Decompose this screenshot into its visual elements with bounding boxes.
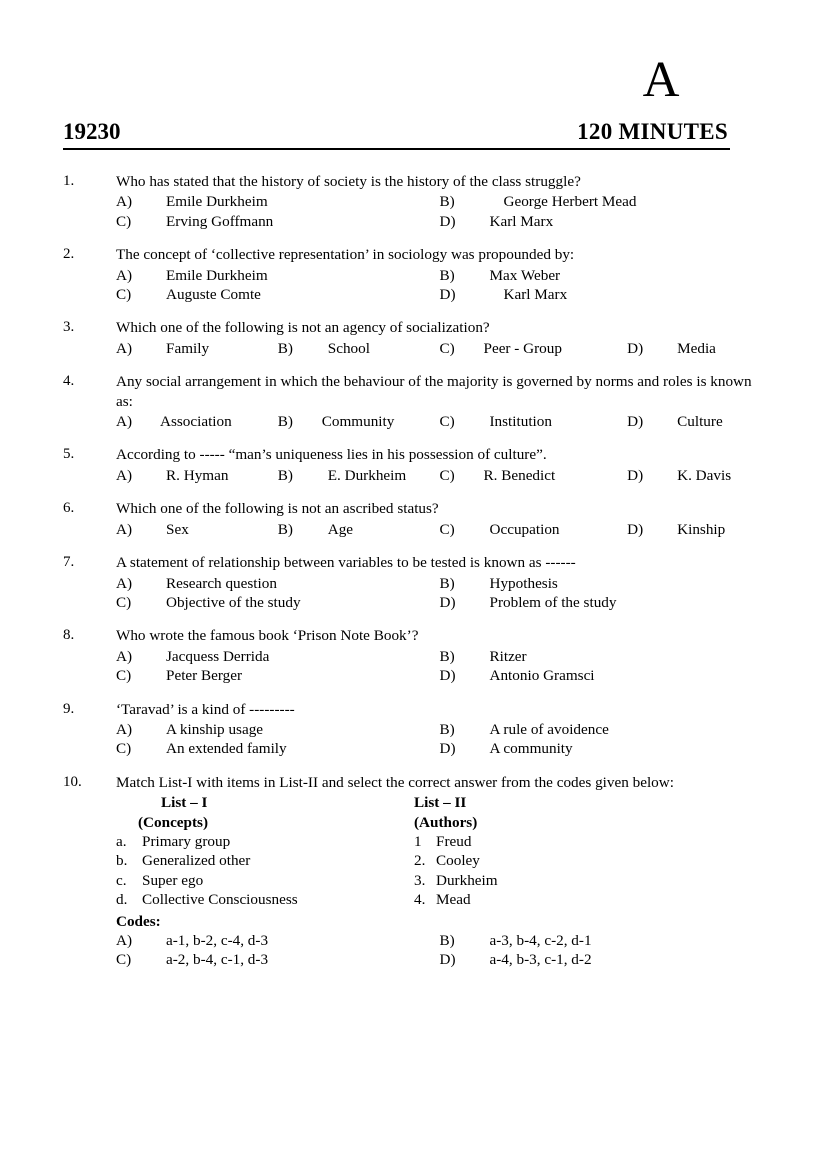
option-b[interactable] [440, 574, 764, 593]
list-item [414, 832, 763, 851]
option-letter: A) [116, 520, 133, 538]
list-item-key: 1 [414, 832, 422, 850]
list-item [116, 832, 414, 851]
option-letter: D) [439, 951, 456, 969]
option-a[interactable] [116, 466, 278, 485]
option-letter: C) [116, 212, 132, 230]
option-letter: A) [116, 193, 133, 211]
question-stem: Who wrote the famous book ‘Prison Note Book’? [116, 627, 419, 645]
option-c[interactable] [116, 212, 440, 231]
option-text: A kinship usage [166, 720, 264, 738]
option-text: Max Weber [489, 266, 561, 284]
option-letter: A) [116, 413, 133, 431]
question-number: 1. [63, 173, 75, 189]
option-text: Media [677, 339, 716, 357]
list-item-key: a. [116, 832, 127, 850]
question-stem: Which one of the following is not an ascribed status? [116, 500, 439, 518]
match-heading-row [116, 793, 763, 812]
option-b[interactable] [440, 192, 764, 211]
option-d[interactable] [627, 466, 763, 485]
option-group [116, 647, 763, 686]
option-letter: C) [116, 951, 132, 969]
option-letter: D) [627, 413, 644, 431]
option-b[interactable] [278, 339, 440, 358]
series-code: A [642, 52, 680, 108]
code-option-b[interactable] [440, 931, 764, 950]
option-letter: A) [116, 266, 133, 284]
question-9 [63, 700, 763, 759]
list-item-value: Super ego [142, 871, 204, 889]
option-a[interactable] [116, 574, 440, 593]
option-letter: B) [439, 720, 455, 738]
list-ii-heading: List – II [414, 794, 467, 812]
option-text: Institution [489, 413, 552, 431]
match-item-row [116, 832, 763, 851]
option-c[interactable] [116, 285, 440, 304]
question-number: 3. [63, 319, 75, 336]
option-letter: B) [439, 574, 455, 592]
question-stem: ‘Taravad’ is a kind of --------- [116, 700, 295, 718]
option-text: George Herbert Mead [503, 193, 637, 211]
option-b[interactable] [278, 466, 440, 485]
question-2 [63, 245, 763, 304]
option-text: R. Hyman [166, 466, 229, 484]
option-group [116, 574, 763, 613]
list-item-value: Durkheim [436, 871, 498, 889]
list-i-heading: List – I [161, 794, 208, 812]
list-item [414, 871, 763, 890]
match-subheading-row [116, 813, 763, 832]
option-d[interactable] [440, 739, 764, 758]
list-item [116, 871, 414, 890]
question-1 [63, 172, 763, 231]
question-8 [63, 626, 763, 685]
option-d[interactable] [440, 285, 764, 304]
option-letter: D) [439, 286, 456, 304]
option-letter: A) [116, 720, 133, 738]
list-item-value: Generalized other [142, 852, 251, 870]
option-c[interactable] [116, 739, 440, 758]
option-letter: A) [116, 339, 133, 357]
option-letter: A) [116, 932, 133, 949]
option-d[interactable] [627, 520, 763, 539]
question-number: 2. [63, 246, 75, 263]
question-stem: The concept of ‘collective representation’ in sociology was propounded by: [116, 246, 575, 264]
list-item [116, 851, 414, 870]
option-b[interactable] [278, 520, 440, 539]
option-text: Erving Goffmann [166, 212, 274, 230]
question-number: 6. [63, 500, 75, 517]
option-a[interactable] [116, 520, 278, 539]
option-c[interactable] [440, 466, 628, 485]
match-item-row [116, 851, 763, 870]
question-number: 4. [63, 373, 75, 390]
option-d[interactable] [440, 593, 764, 612]
header-divider [63, 148, 730, 150]
option-letter: D) [439, 667, 456, 685]
option-b[interactable] [278, 412, 440, 431]
question-3 [63, 318, 763, 358]
option-letter: C) [439, 466, 455, 484]
codes-label: Codes: [116, 912, 161, 930]
option-letter: D) [627, 339, 644, 357]
code-option-d[interactable] [440, 950, 764, 969]
list-item-key: b. [116, 852, 128, 870]
option-text: Jacquess Derrida [166, 647, 270, 665]
list-item-key: d. [116, 891, 128, 909]
option-text: A rule of avoidence [489, 720, 609, 738]
header-row [63, 118, 730, 145]
list-item-key: 2. [414, 852, 426, 870]
option-text: a-4, b-3, c-1, d-2 [489, 951, 592, 969]
list-item-value: Cooley [436, 852, 480, 870]
option-letter: B) [277, 413, 293, 431]
code-option-a[interactable] [116, 931, 440, 950]
list-i-subheading: (Concepts) [138, 813, 209, 831]
list-item-value: Freud [436, 832, 472, 850]
option-letter: B) [439, 193, 455, 211]
option-letter: C) [116, 667, 132, 685]
option-b[interactable] [440, 266, 764, 285]
option-c[interactable] [440, 412, 628, 431]
option-group [116, 412, 763, 431]
option-letter: B) [439, 266, 455, 284]
option-letter: D) [439, 740, 456, 758]
list-item [116, 890, 414, 909]
option-text: Age [327, 520, 354, 538]
option-text: Ritzer [489, 647, 527, 665]
option-text: Culture [677, 413, 723, 431]
option-letter: A) [116, 574, 133, 592]
option-letter: B) [277, 520, 293, 538]
option-text: a-3, b-4, c-2, d-1 [489, 932, 592, 949]
list-item-key: 4. [414, 891, 426, 909]
question-number: 5. [63, 446, 75, 463]
option-a[interactable] [116, 339, 278, 358]
match-table [116, 793, 763, 909]
option-d[interactable] [627, 412, 763, 431]
list-item-key: c. [116, 871, 127, 889]
question-number: 9. [63, 700, 75, 717]
exam-duration: 120 MINUTES [577, 119, 728, 144]
option-b[interactable] [440, 720, 764, 739]
question-stem: A statement of relationship between variables to be tested is known as ------ [116, 554, 576, 572]
question-stem: Who has stated that the history of society is the history of the class struggle? [116, 173, 581, 190]
option-text: Peter Berger [166, 667, 243, 685]
option-text: Emile Durkheim [166, 266, 268, 284]
option-letter: A) [116, 647, 133, 665]
list-ii-subheading: (Authors) [414, 813, 478, 831]
option-text: a-2, b-4, c-1, d-3 [166, 951, 269, 969]
option-d[interactable] [627, 339, 763, 358]
list-item-value: Primary group [142, 832, 231, 850]
option-group [116, 466, 763, 485]
option-text: Association [160, 413, 232, 431]
option-a[interactable] [116, 720, 440, 739]
option-text: Sex [166, 520, 189, 538]
option-group [116, 266, 763, 305]
option-text: School [327, 339, 370, 357]
option-b[interactable] [440, 647, 764, 666]
question-number: 8. [63, 627, 75, 644]
option-letter: B) [277, 466, 293, 484]
question-number: 7. [63, 554, 75, 571]
option-letter: D) [627, 520, 644, 538]
option-letter: D) [439, 212, 456, 230]
option-a[interactable] [116, 412, 278, 431]
option-text: Objective of the study [166, 593, 301, 611]
option-text: Emile Durkheim [166, 193, 268, 211]
option-text: E. Durkheim [327, 466, 407, 484]
option-text: An extended family [166, 740, 287, 758]
option-group [116, 192, 763, 231]
option-group [116, 520, 763, 539]
option-letter: C) [439, 339, 455, 357]
option-text: Family [166, 339, 210, 357]
option-text: Auguste Comte [166, 286, 261, 304]
option-text: a-1, b-2, c-4, d-3 [166, 932, 269, 949]
option-text: Research question [166, 574, 277, 592]
option-d[interactable] [440, 666, 764, 685]
question-10 [63, 773, 763, 970]
option-c[interactable] [116, 593, 440, 612]
option-letter: D) [627, 466, 644, 484]
option-a[interactable] [116, 647, 440, 666]
option-group [116, 339, 763, 358]
list-item-key: 3. [414, 871, 426, 889]
option-text: Karl Marx [489, 212, 554, 230]
question-stem: Which one of the following is not an agency of socialization? [116, 319, 490, 337]
option-letter: B) [277, 339, 293, 357]
option-c[interactable] [116, 666, 440, 685]
option-text: Peer - Group [483, 339, 562, 357]
list-item-value: Mead [436, 891, 471, 909]
question-5 [63, 445, 763, 485]
option-text: Hypothesis [489, 574, 558, 592]
option-text: Problem of the study [489, 593, 617, 611]
option-letter: B) [439, 932, 455, 949]
option-letter: C) [439, 413, 455, 431]
option-a[interactable] [116, 192, 440, 211]
option-group [116, 720, 763, 759]
option-text: K. Davis [677, 466, 732, 484]
option-text: Kinship [677, 520, 726, 538]
option-c[interactable] [440, 520, 628, 539]
question-stem: Match List-I with items in List-II and select the correct answer from the codes given below: [116, 773, 674, 791]
option-a[interactable] [116, 266, 440, 285]
question-number: 10. [63, 773, 82, 790]
option-text: Community [321, 413, 395, 431]
option-text: Karl Marx [503, 286, 568, 304]
option-letter: C) [116, 740, 132, 758]
option-letter: C) [439, 520, 455, 538]
page-header [63, 52, 730, 150]
option-d[interactable] [440, 212, 764, 231]
option-letter: A) [116, 466, 133, 484]
question-list [63, 172, 763, 984]
question-7 [63, 553, 763, 612]
option-letter: C) [116, 593, 132, 611]
list-item [414, 890, 763, 909]
option-letter: C) [116, 286, 132, 304]
option-text: R. Benedict [483, 466, 556, 484]
option-c[interactable] [440, 339, 628, 358]
match-item-row [116, 871, 763, 890]
option-text: Antonio Gramsci [489, 667, 595, 685]
list-item [414, 851, 763, 870]
question-6 [63, 499, 763, 539]
question-stem: According to ----- “man’s uniqueness lies in his possession of culture”. [116, 446, 547, 464]
question-stem: Any social arrangement in which the behaviour of the majority is governed by norms and roles is known as: [116, 373, 752, 410]
option-letter: D) [439, 593, 456, 611]
option-text: Occupation [489, 520, 560, 538]
option-letter: B) [439, 647, 455, 665]
option-text: A community [489, 740, 573, 758]
question-4 [63, 372, 763, 431]
match-item-row [116, 890, 763, 909]
code-option-c[interactable] [116, 950, 440, 969]
codes-option-group [116, 931, 763, 970]
list-item-value: Collective Consciousness [142, 891, 298, 909]
paper-code: 19230 [63, 119, 121, 144]
